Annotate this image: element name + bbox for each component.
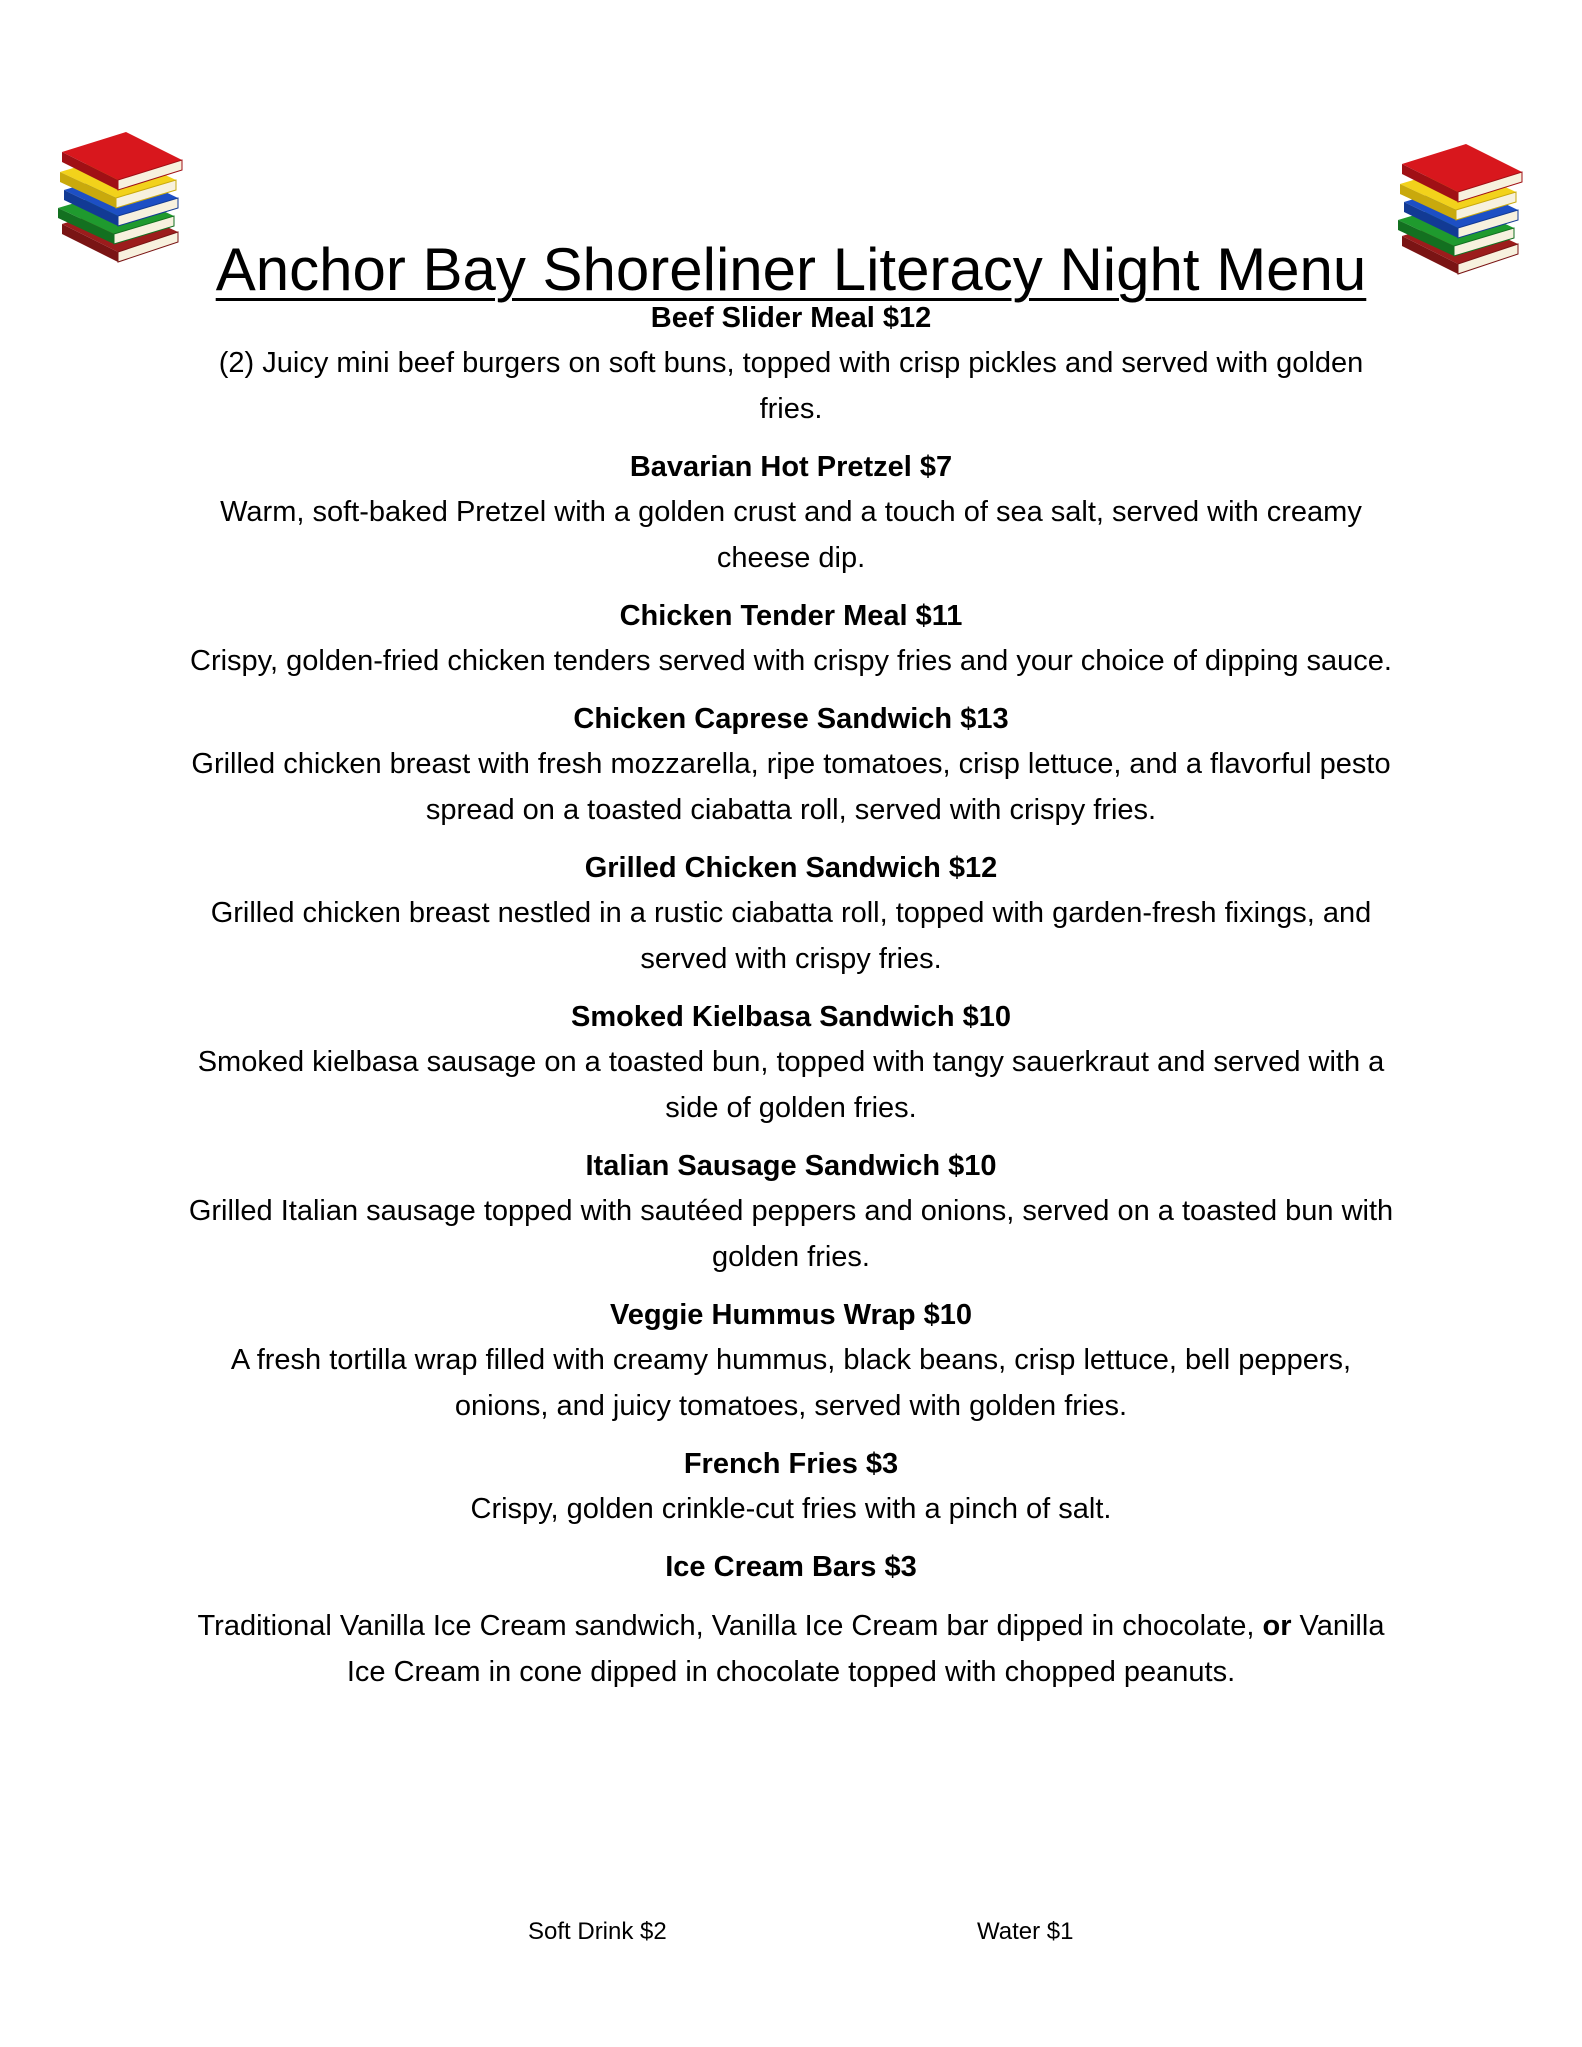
menu-list: [180, 296, 1402, 1708]
menu-item-description: Grilled chicken breast with fresh mozzarella, ripe tomatoes, crisp lettuce, and a flavorful pesto spread on a toasted ciabatta roll, served with crispy fries.: [191, 748, 1391, 826]
menu-item: [180, 995, 1402, 1131]
menu-item-name: Smoked Kielbasa Sandwich $10: [570, 1001, 1011, 1033]
menu-item: [180, 594, 1402, 684]
menu-item-name: Beef Slider Meal $12: [650, 302, 932, 334]
menu-item-description: (2) Juicy mini beef burgers on soft buns, topped with crisp pickles and served with golden fries.: [218, 347, 1364, 425]
menu-item: [180, 697, 1402, 833]
menu-item-name: Grilled Chicken Sandwich $12: [584, 852, 998, 884]
menu-item-description: A fresh tortilla wrap filled with creamy hummus, black beans, crisp lettuce, bell peppers, onions, and juicy tomatoes, served with golden fries.: [230, 1344, 1352, 1422]
menu-item: [180, 846, 1402, 982]
drinks-row: [0, 1918, 1582, 1958]
menu-item: [180, 1442, 1402, 1532]
menu-item-description: [180, 1603, 1402, 1695]
menu-item-description: Crispy, golden-fried chicken tenders served with crispy fries and your choice of dipping sauce.: [190, 645, 1392, 677]
ice-cream-description-part2: Vanilla Ice Cream in cone dipped in chocolate topped with chopped peanuts.: [346, 1610, 1385, 1688]
menu-item-ice-cream: [180, 1545, 1402, 1695]
ice-cream-or-word: or: [1262, 1610, 1292, 1642]
menu-item: [180, 1144, 1402, 1280]
menu-item-name: Italian Sausage Sandwich $10: [585, 1150, 997, 1182]
menu-item: [180, 1293, 1402, 1429]
water-price: Water $1: [977, 1918, 1074, 1945]
menu-item-description: Grilled chicken breast nestled in a rustic ciabatta roll, topped with garden-fresh fixings, and served with crispy fries.: [210, 897, 1372, 975]
menu-item: [180, 296, 1402, 432]
menu-item-name: Ice Cream Bars $3: [665, 1551, 917, 1583]
menu-item-name: Bavarian Hot Pretzel $7: [629, 451, 953, 483]
menu-item-name: Chicken Tender Meal $11: [619, 600, 963, 632]
menu-item: [180, 445, 1402, 581]
menu-item-description: Smoked kielbasa sausage on a toasted bun, topped with tangy sauerkraut and served with a side of golden fries.: [197, 1046, 1385, 1124]
ice-cream-description-part1: Traditional Vanilla Ice Cream sandwich, Vanilla Ice Cream bar dipped in chocolate,: [197, 1610, 1255, 1642]
page-title: [0, 235, 1582, 305]
page-title-text: Anchor Bay Shoreliner Literacy Night Menu: [215, 236, 1367, 304]
menu-item-name: Chicken Caprese Sandwich $13: [573, 703, 1009, 735]
menu-item-name: French Fries $3: [683, 1448, 899, 1480]
menu-item-description: Crispy, golden crinkle-cut fries with a pinch of salt.: [470, 1493, 1112, 1525]
soft-drink-price: Soft Drink $2: [528, 1918, 667, 1945]
menu-item-name: Veggie Hummus Wrap $10: [609, 1299, 973, 1331]
menu-item-description: Warm, soft-baked Pretzel with a golden crust and a touch of sea salt, served with creamy cheese dip.: [220, 496, 1362, 574]
menu-item-description: Grilled Italian sausage topped with sautéed peppers and onions, served on a toasted bun with golden fries.: [188, 1195, 1394, 1273]
